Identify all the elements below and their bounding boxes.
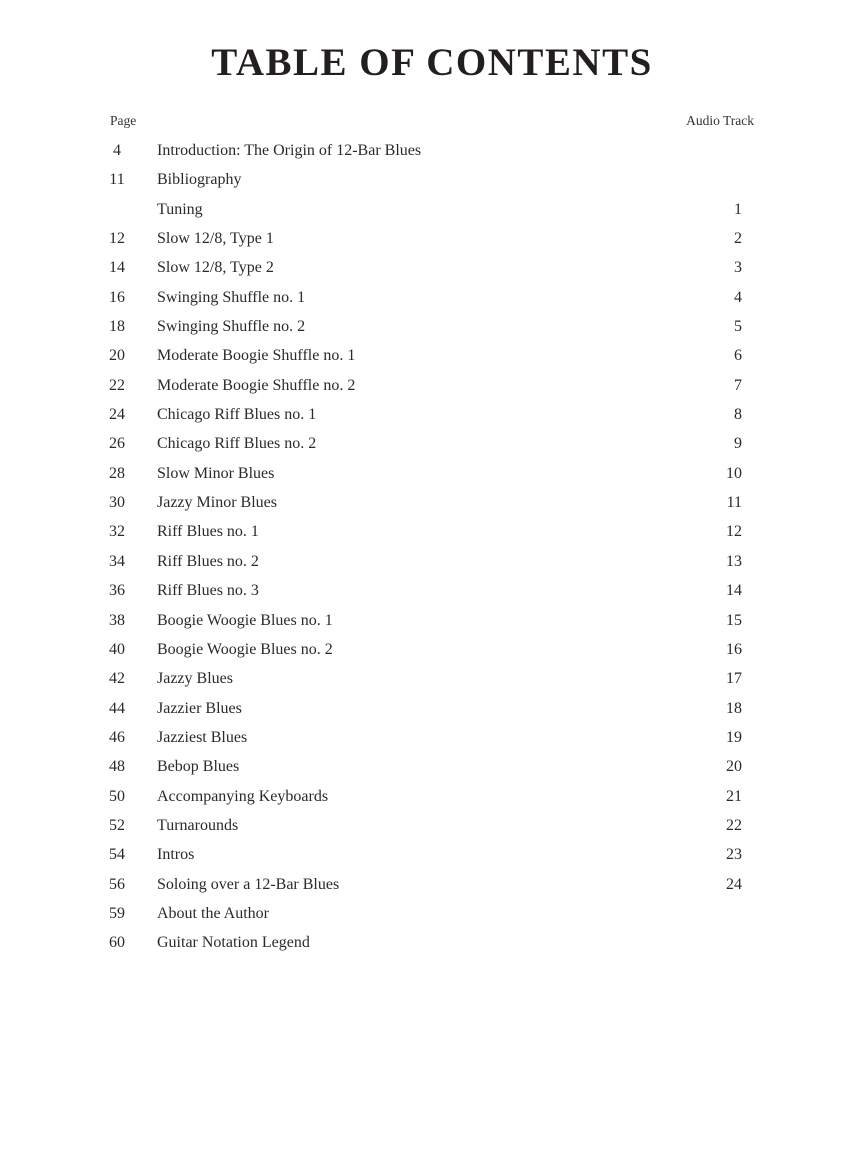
toc-entry bbox=[0, 872, 864, 901]
toc-entry bbox=[0, 138, 864, 167]
toc-entry bbox=[0, 696, 864, 725]
toc-entry-title: Slow Minor Blues bbox=[157, 464, 275, 482]
toc-entry-title: Introduction: The Origin of 12-Bar Blues bbox=[157, 142, 422, 159]
toc-entry-audio-track: 3 bbox=[734, 259, 742, 277]
toc-entry-audio-track: 16 bbox=[726, 640, 742, 658]
toc-entry-audio-track: 23 bbox=[726, 846, 742, 864]
toc-entry-title: About the Author bbox=[157, 904, 269, 922]
toc-entry-title: Turnarounds bbox=[157, 816, 239, 834]
toc-entry-page-number: 40 bbox=[109, 640, 125, 658]
toc-entry-page-number: 59 bbox=[109, 904, 125, 922]
toc-entry bbox=[0, 431, 864, 460]
audio-track-column-header: Audio Track bbox=[686, 113, 754, 128]
toc-entry-page-number: 4 bbox=[113, 142, 121, 159]
toc-entry bbox=[0, 373, 864, 402]
toc-entry bbox=[0, 930, 864, 959]
toc-entry-audio-track: 12 bbox=[726, 523, 742, 541]
toc-entry-page-number: 46 bbox=[109, 728, 125, 746]
toc-entry bbox=[0, 813, 864, 842]
page-column-header: Page bbox=[110, 113, 137, 128]
toc-entry-title: Jazzy Blues bbox=[157, 670, 233, 688]
toc-entry-page-number: 26 bbox=[109, 435, 125, 453]
toc-entry-page-number: 11 bbox=[109, 171, 125, 189]
toc-entry-page-number: 54 bbox=[109, 846, 125, 864]
toc-entry-page-number: 16 bbox=[109, 288, 125, 306]
toc-entry bbox=[0, 549, 864, 578]
page-title: TABLE OF CONTENTS bbox=[211, 41, 653, 84]
toc-entry bbox=[0, 578, 864, 607]
toc-entry-audio-track: 14 bbox=[726, 582, 742, 600]
toc-entry-audio-track: 6 bbox=[734, 347, 742, 365]
toc-entry bbox=[0, 666, 864, 695]
toc-entry-page-number: 52 bbox=[109, 816, 125, 834]
toc-entry-audio-track: 20 bbox=[726, 758, 742, 776]
toc-entry-title: Slow 12/8, Type 2 bbox=[157, 259, 274, 277]
toc-entry-title: Accompanying Keyboards bbox=[157, 787, 329, 805]
toc-entry-audio-track: 9 bbox=[734, 435, 742, 453]
toc-entry-audio-track: 11 bbox=[726, 494, 742, 512]
toc-entry-page-number: 12 bbox=[109, 230, 125, 248]
toc-entry bbox=[0, 255, 864, 284]
toc-entry-page-number: 34 bbox=[109, 552, 125, 570]
toc-entry-page-number: 22 bbox=[109, 376, 125, 394]
toc-entry-title: Riff Blues no. 3 bbox=[157, 582, 259, 600]
toc-entry-page-number: 20 bbox=[109, 347, 125, 365]
toc-entry-page-number: 48 bbox=[109, 758, 125, 776]
toc-entry bbox=[0, 725, 864, 754]
toc-entry-title: Tuning bbox=[157, 200, 203, 218]
toc-entry-audio-track: 13 bbox=[726, 552, 742, 570]
toc-entry-page-number: 38 bbox=[109, 611, 125, 629]
toc-entry bbox=[0, 637, 864, 666]
toc-entry-title: Jazziest Blues bbox=[157, 728, 248, 746]
toc-entry-title: Riff Blues no. 2 bbox=[157, 552, 259, 570]
toc-entry-page-number: 30 bbox=[109, 494, 125, 512]
toc-entry-audio-track: 8 bbox=[734, 406, 742, 424]
toc-entry-page-number: 18 bbox=[109, 318, 125, 336]
toc-entry-audio-track: 15 bbox=[726, 611, 742, 629]
toc-entry-title: Boogie Woogie Blues no. 2 bbox=[157, 640, 333, 658]
toc-entry-page-number: 50 bbox=[109, 787, 125, 805]
toc-entry-title: Swinging Shuffle no. 1 bbox=[157, 288, 306, 306]
toc-entry-audio-track: 21 bbox=[726, 787, 742, 805]
toc-entry-audio-track: 1 bbox=[734, 200, 742, 218]
toc-entry-page-number: 28 bbox=[109, 464, 125, 482]
toc-entry-audio-track: 22 bbox=[726, 816, 742, 834]
toc-entry bbox=[0, 608, 864, 637]
toc-entry-title: Chicago Riff Blues no. 1 bbox=[157, 406, 317, 424]
toc-entry bbox=[0, 754, 864, 783]
toc-entry-title: Jazzier Blues bbox=[157, 699, 242, 717]
toc-entry-title: Swinging Shuffle no. 2 bbox=[157, 318, 306, 336]
toc-entry-audio-track: 7 bbox=[734, 376, 742, 394]
toc-entry-page-number: 14 bbox=[109, 259, 125, 277]
toc-entry-title: Slow 12/8, Type 1 bbox=[157, 230, 274, 248]
toc-entry bbox=[0, 901, 864, 930]
toc-entry-title: Soloing over a 12-Bar Blues bbox=[157, 875, 340, 893]
table-of-contents-list bbox=[0, 138, 864, 960]
toc-entry-page-number: 60 bbox=[109, 934, 125, 952]
toc-entry bbox=[0, 343, 864, 372]
toc-entry-audio-track: 10 bbox=[726, 464, 742, 482]
toc-entry-title: Guitar Notation Legend bbox=[157, 934, 310, 952]
toc-entry bbox=[0, 167, 864, 196]
toc-entry bbox=[0, 314, 864, 343]
toc-entry-audio-track: 18 bbox=[726, 699, 742, 717]
toc-entry bbox=[0, 461, 864, 490]
toc-entry-page-number: 24 bbox=[109, 406, 125, 424]
toc-entry-page-number: 42 bbox=[109, 670, 125, 688]
toc-entry-audio-track: 5 bbox=[734, 318, 742, 336]
toc-entry-audio-track: 17 bbox=[726, 670, 742, 688]
toc-entry bbox=[0, 285, 864, 314]
toc-entry bbox=[0, 197, 864, 226]
toc-entry-title: Jazzy Minor Blues bbox=[157, 494, 277, 512]
toc-entry-page-number: 56 bbox=[109, 875, 125, 893]
toc-entry-audio-track: 4 bbox=[734, 288, 742, 306]
toc-entry bbox=[0, 226, 864, 255]
toc-entry-title: Bebop Blues bbox=[157, 758, 240, 776]
toc-entry-title: Chicago Riff Blues no. 2 bbox=[157, 435, 317, 453]
toc-entry bbox=[0, 784, 864, 813]
toc-entry-title: Boogie Woogie Blues no. 1 bbox=[157, 611, 333, 629]
toc-entry-audio-track: 2 bbox=[734, 230, 742, 248]
toc-entry-audio-track: 19 bbox=[726, 728, 742, 746]
toc-entry bbox=[0, 842, 864, 871]
toc-entry-audio-track: 24 bbox=[726, 875, 742, 893]
toc-entry-title: Moderate Boogie Shuffle no. 1 bbox=[157, 347, 356, 365]
toc-entry bbox=[0, 519, 864, 548]
toc-entry-page-number: 44 bbox=[109, 699, 125, 717]
toc-entry-title: Riff Blues no. 1 bbox=[157, 523, 259, 541]
toc-entry-page-number: 32 bbox=[109, 523, 125, 541]
toc-entry-title: Bibliography bbox=[157, 171, 242, 189]
toc-entry bbox=[0, 490, 864, 519]
toc-entry-title: Intros bbox=[157, 846, 195, 864]
toc-entry-page-number: 36 bbox=[109, 582, 125, 600]
toc-entry bbox=[0, 402, 864, 431]
toc-entry-title: Moderate Boogie Shuffle no. 2 bbox=[157, 376, 356, 394]
